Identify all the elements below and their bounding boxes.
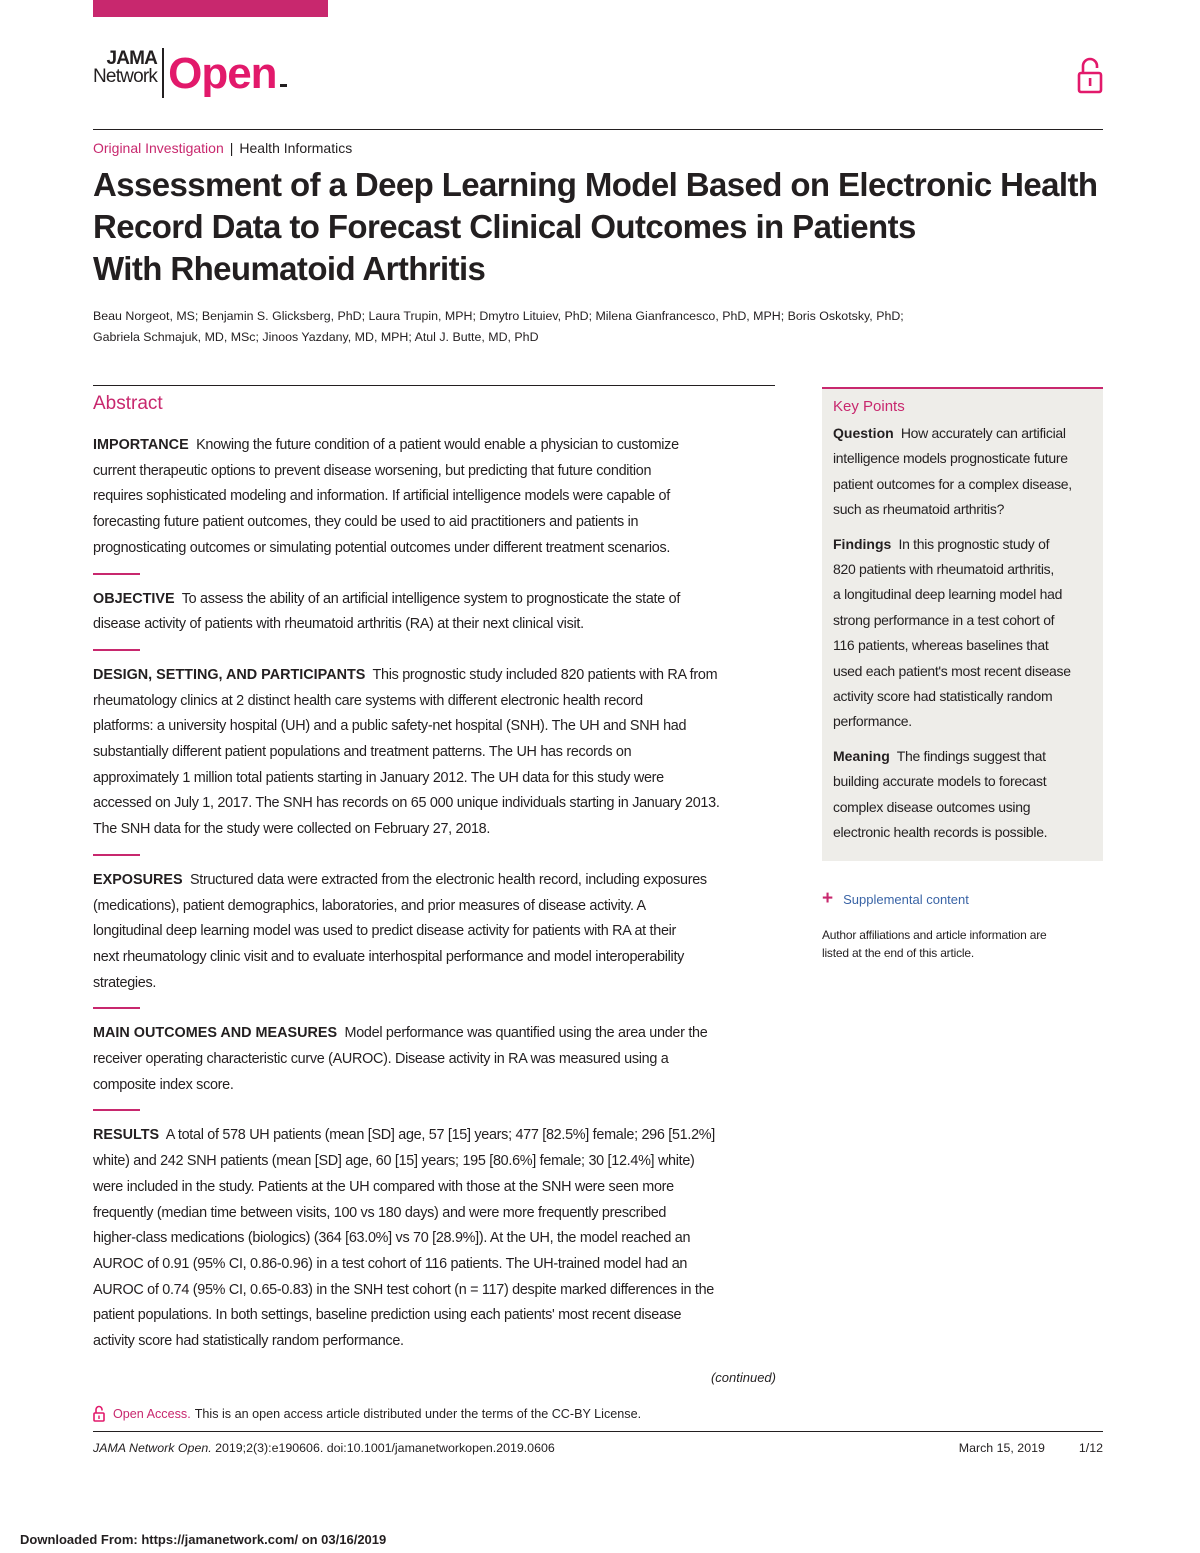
logo-jama-text: JAMA: [106, 48, 158, 69]
abstract-line: AUROC of 0.74 (95% CI, 0.65-0.83) in the SNH test cohort (n = 117) despite marked differences in the: [93, 1281, 714, 1298]
section-divider: [93, 649, 140, 651]
key-point-line: used each patient's most recent disease: [833, 662, 1071, 679]
open-access-lock-icon: [1077, 56, 1103, 94]
key-point-line: 116 patients, whereas baselines that: [833, 637, 1049, 654]
abstract-line: activity score had statistically random performance.: [93, 1333, 404, 1350]
key-points-heading: Key Points: [833, 398, 905, 415]
abstract-line: substantially different patient populations and treatment patterns. The UH has records on: [93, 744, 632, 761]
logo-jama-network: [93, 48, 157, 86]
key-point-text: In this prognostic study of: [898, 535, 1050, 552]
abstract-line: approximately 1 million total patients starting in January 2012. The UH data for this study were: [93, 769, 664, 786]
article-title: [93, 164, 1098, 290]
abstract-line: [93, 587, 783, 613]
abstract-line: AUROC of 0.91 (95% CI, 0.86-0.96) in a test cohort of 116 patients. The UH-trained model had an: [93, 1255, 688, 1272]
abstract-line: prognosticating outcomes or simulating potential outcomes under different treatment scenarios.: [93, 539, 671, 556]
key-point-line: complex disease outcomes using: [833, 798, 1031, 815]
footer-rule: [93, 1431, 1103, 1432]
supplemental-content-link[interactable]: [822, 890, 969, 908]
logo-network-text: Network: [93, 66, 158, 87]
abstract-section-objective: [93, 587, 783, 638]
abstract-line: next rheumatology clinic visit and to evaluate interhospital performance and model interoperability: [93, 948, 685, 965]
section-divider: [93, 573, 140, 575]
abstract-line: receiver operating characteristic curve (AUROC). Disease activity in RA was measured using a: [93, 1051, 669, 1068]
affiliation-line: Author affiliations and article information are: [822, 928, 1047, 942]
logo-open-text: Open: [168, 49, 277, 98]
key-point-line: patient outcomes for a complex disease,: [833, 475, 1072, 492]
abstract-line: [93, 1021, 783, 1047]
section-label: IMPORTANCE: [93, 437, 189, 453]
key-point-line: a longitudinal deep learning model had: [833, 586, 1063, 603]
journal-logo: [93, 48, 287, 100]
key-point-label: Findings: [833, 535, 892, 552]
footer-journal: JAMA Network Open.: [93, 1441, 212, 1455]
author-line: Beau Norgeot, MS; Benjamin S. Glicksberg, PhD; Laura Trupin, MPH; Dmytro Lituiev, PhD; Milena Gianfrancesco, PhD, MPH; Boris Oskotsky, PhD;: [93, 309, 904, 323]
author-list: [93, 306, 993, 348]
section-text: Knowing the future condition of a patient would enable a physician to customize: [196, 437, 679, 453]
key-point-text: How accurately can artificial: [900, 425, 1066, 441]
affiliation-line: listed at the end of this article.: [822, 946, 974, 960]
category-separator: |: [229, 140, 234, 156]
open-access-statement: [93, 1405, 641, 1422]
key-point-line: [833, 421, 1091, 446]
abstract-line: strategies.: [93, 974, 157, 991]
page-number: 1/12: [1078, 1441, 1103, 1455]
abstract-line: platforms: a university hospital (UH) and a public safety-net hospital (SNH). The UH and SNH had: [93, 718, 687, 735]
section-label: DESIGN, SETTING, AND PARTICIPANTS: [93, 666, 366, 683]
abstract-line: disease activity of patients with rheumatoid arthritis (RA) at their next clinical visit.: [93, 616, 584, 633]
abstract-section-importance: [93, 433, 783, 562]
key-point-line: electronic health records is possible.: [833, 824, 1048, 841]
key-points-box: [822, 387, 1103, 861]
category-label[interactable]: Original Investigation: [93, 140, 224, 156]
section-label: MAIN OUTCOMES AND MEASURES: [93, 1025, 338, 1042]
footer-doi: 2019;2(3):e190606. doi:10.1001/jamanetworkopen.2019.0606: [211, 1441, 555, 1455]
key-point-line: [833, 744, 1091, 769]
abstract-section-outcomes: [93, 1021, 783, 1098]
abstract-rule: [93, 385, 775, 386]
key-point-line: building accurate models to forecast: [833, 773, 1047, 790]
key-point-label: Meaning: [833, 747, 890, 764]
logo-period: [280, 84, 287, 87]
abstract-line: [93, 433, 783, 459]
affiliation-note: [822, 926, 1102, 962]
key-point-line: such as rheumatoid arthritis?: [833, 501, 1005, 518]
abstract-line: higher-class medications (biologics) (364 [63.0%] vs 70 [28.9%]). At the UH, the model reached an: [93, 1230, 691, 1247]
title-line: With Rheumatoid Arthritis: [93, 250, 486, 287]
section-divider: [93, 1109, 140, 1111]
article-category: [93, 140, 352, 156]
title-line: Record Data to Forecast Clinical Outcomes in Patients: [93, 208, 916, 245]
abstract-line: The SNH data for the study were collected on February 27, 2018.: [93, 821, 491, 838]
section-label: EXPOSURES: [93, 871, 183, 888]
key-point-label: Question: [833, 425, 894, 441]
footer-citation: [93, 1441, 555, 1455]
abstract-line: were included in the study. Patients at the UH compared with those at the SNH were seen more: [93, 1178, 674, 1195]
section-label: OBJECTIVE: [93, 590, 175, 607]
footer-date: March 15, 2019: [958, 1441, 1045, 1455]
section-text: A total of 578 UH patients (mean [SD] age, 57 [15] years; 477 [82.5%] female; 296 [51.2%]: [165, 1127, 715, 1144]
key-point-line: strong performance in a test cohort of: [833, 611, 1055, 628]
abstract-line: rheumatology clinics at 2 distinct health care systems with different electronic health record: [93, 692, 643, 709]
abstract-line: white) and 242 SNH patients (mean [SD] age, 60 [15] years; 195 [80.6%] female; 30 [12.4%] white): [93, 1153, 695, 1170]
abstract-heading: Abstract: [93, 393, 163, 414]
section-divider: [93, 854, 140, 856]
abstract-line: (medications), patient demographics, laboratories, and prior measures of disease activity. A: [93, 897, 646, 914]
section-text: This prognostic study included 820 patients with RA from: [372, 666, 718, 683]
open-lock-icon: [93, 1405, 105, 1422]
abstract-line: current therapeutic options to prevent disease worsening, but predicting that future condition: [93, 462, 652, 479]
abstract-section-exposures: [93, 868, 783, 997]
key-point-line: [833, 532, 1091, 557]
key-points-body: [833, 421, 1091, 846]
brand-color-bar: [93, 0, 328, 17]
footer-right: [959, 1441, 1103, 1455]
abstract-line: requires sophisticated modeling and information. If artificial intelligence models were capable of: [93, 488, 670, 505]
key-point-line: intelligence models prognosticate future: [833, 450, 1068, 467]
key-point-line: 820 patients with rheumatoid arthritis,: [833, 561, 1054, 578]
section-text: To assess the ability of an artificial intelligence system to prognosticate the state of: [181, 590, 681, 607]
key-point-line: performance.: [833, 713, 912, 730]
abstract-section-results: [93, 1123, 783, 1354]
section-text: Structured data were extracted from the electronic health record, including exposures: [189, 871, 707, 888]
abstract-line: composite index score.: [93, 1076, 234, 1093]
abstract-section-design: [93, 663, 783, 843]
key-point-text: The findings suggest that: [896, 747, 1046, 764]
key-point-gap: [833, 735, 1091, 744]
title-line: Assessment of a Deep Learning Model Based on Electronic Health: [93, 166, 1098, 203]
abstract-line: [93, 868, 783, 894]
abstract-body: [93, 433, 783, 1355]
abstract-line: frequently (median time between visits, 100 vs 180 days) and were more frequently prescribed: [93, 1204, 667, 1221]
author-line: Gabriela Schmajuk, MD, MSc; Jinoos Yazdany, MD, MPH; Atul J. Butte, MD, PhD: [93, 330, 539, 344]
abstract-line: longitudinal deep learning model was used to predict disease activity for patients with RA at their: [93, 923, 677, 940]
section-text: Model performance was quantified using the area under the: [344, 1025, 708, 1042]
download-note: Downloaded From: https://jamanetwork.com/ on 03/16/2019: [20, 1532, 387, 1547]
continued-note: (continued): [710, 1370, 776, 1385]
open-access-text: This is an open access article distributed under the terms of the CC-BY License.: [194, 1406, 642, 1421]
key-point-line: activity score had statistically random: [833, 688, 1053, 705]
subcategory-label: Health Informatics: [239, 140, 353, 156]
open-access-label: Open Access.: [113, 1406, 191, 1421]
abstract-line: [93, 663, 783, 689]
plus-icon: +: [822, 888, 834, 909]
abstract-line: patient populations. In both settings, baseline prediction using each patients' most recent disease: [93, 1307, 682, 1324]
header-rule: [93, 129, 1103, 130]
supplemental-content-label[interactable]: Supplemental content: [843, 891, 969, 907]
section-label: RESULTS: [93, 1127, 160, 1144]
abstract-line: forecasting future patient outcomes, they could be used to aid practitioners and patients in: [93, 514, 639, 531]
abstract-line: [93, 1123, 783, 1149]
key-point-gap: [833, 523, 1091, 532]
abstract-line: accessed on July 1, 2017. The SNH has records on 65 000 unique individuals starting in January 2013.: [93, 795, 720, 812]
section-divider: [93, 1007, 140, 1009]
logo-divider: [162, 48, 164, 98]
